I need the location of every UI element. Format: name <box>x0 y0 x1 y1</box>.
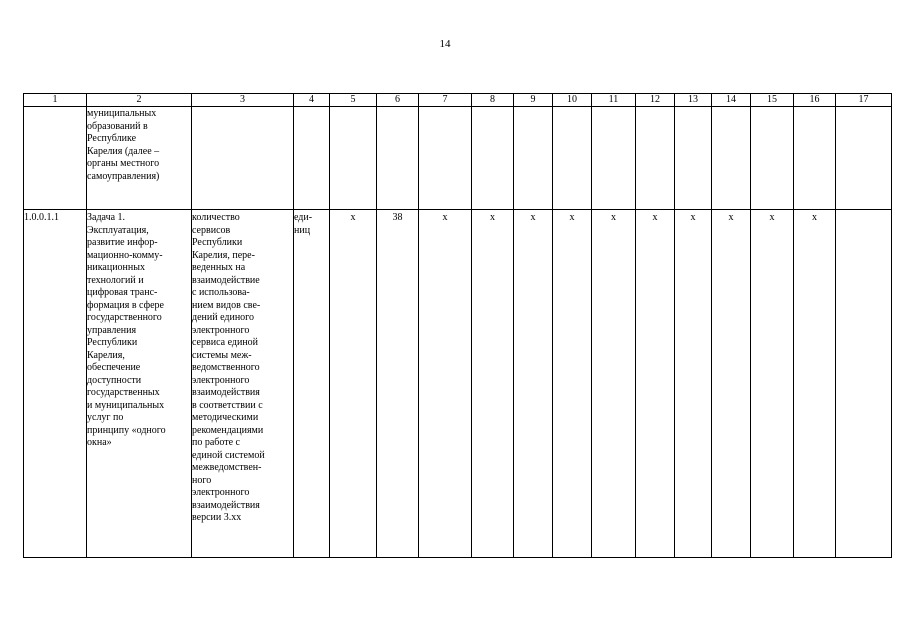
value-cell: х <box>751 210 794 558</box>
header-cell: 7 <box>419 94 472 107</box>
text-line: Республики <box>87 337 138 348</box>
text-line: рекомендациями <box>192 424 264 436</box>
value-cell: х <box>675 210 712 558</box>
value-cell: х <box>419 210 472 558</box>
empty-cell <box>192 107 294 210</box>
text-line: принципу «одного <box>87 424 166 436</box>
text-line: количество <box>192 212 240 223</box>
empty-cell <box>472 107 514 210</box>
header-cell: 1 <box>24 94 87 107</box>
table-row-task <box>24 210 892 558</box>
page-number: 14 <box>439 38 451 50</box>
text-line: электронного <box>192 374 250 386</box>
text-line: электронного <box>192 324 250 336</box>
text-line: Эксплуатация, <box>87 224 149 236</box>
text-line: цифровая транс- <box>87 287 158 298</box>
text-line: дений единого <box>192 312 255 323</box>
empty-cell <box>377 107 419 210</box>
text-line: по работе с <box>192 437 240 448</box>
header-cell: 15 <box>751 94 794 107</box>
header-cell: 14 <box>712 94 751 107</box>
text-line: взаимодействия <box>192 387 260 398</box>
code-cell: 1.0.0.1.1 <box>24 210 87 558</box>
value-cell: 38 <box>377 210 419 558</box>
header-cell: 10 <box>553 94 592 107</box>
empty-cell <box>330 107 377 210</box>
text-line: и муниципальных <box>87 399 165 411</box>
text-line: версии 3.хх <box>192 512 242 523</box>
empty-cell <box>675 107 712 210</box>
text-line: государственного <box>87 312 162 323</box>
text-line: Республике <box>87 133 137 144</box>
header-cell: 11 <box>592 94 636 107</box>
empty-cell <box>514 107 553 210</box>
text-line: ведомственного <box>192 362 260 373</box>
text-line: еди- <box>294 212 313 223</box>
text-line: веденных на <box>192 262 246 273</box>
text-line: в соответствии с <box>192 399 263 411</box>
text-line: нием видов све- <box>192 299 261 311</box>
text-line: формация в сфере <box>87 299 164 311</box>
text-line: взаимодействие <box>192 274 260 286</box>
text-line: ного <box>192 474 212 486</box>
text-line: государственных <box>87 387 160 398</box>
text-line: Карелия (далее – <box>87 145 160 157</box>
text-line: технологий и <box>87 274 144 286</box>
text-line: развитие инфор- <box>87 237 158 248</box>
empty-cell <box>836 107 892 210</box>
empty-cell <box>636 107 675 210</box>
value-cell: х <box>712 210 751 558</box>
empty-cell <box>419 107 472 210</box>
text-line: окна» <box>87 437 112 448</box>
table-row-continuation <box>24 107 892 210</box>
text-line: Задача 1. <box>87 212 126 223</box>
header-cell: 13 <box>675 94 712 107</box>
text-line: единой системой <box>192 449 265 461</box>
header-cell: 6 <box>377 94 419 107</box>
indicator-name-cell <box>192 210 294 558</box>
value-cell: х <box>472 210 514 558</box>
empty-cell <box>794 107 836 210</box>
text-line: Карелия, пере- <box>192 249 255 261</box>
text-line: обеспечение <box>87 362 141 373</box>
value-cell <box>836 210 892 558</box>
header-cell: 8 <box>472 94 514 107</box>
text-line: межведомствен- <box>192 462 262 473</box>
text-line: методическими <box>192 412 259 423</box>
empty-cell <box>553 107 592 210</box>
header-cell: 4 <box>294 94 330 107</box>
value-cell: х <box>330 210 377 558</box>
column-number-row <box>24 94 892 107</box>
text-line: самоуправления) <box>87 170 160 182</box>
empty-cell <box>751 107 794 210</box>
text-line: доступности <box>87 374 142 386</box>
empty-cell <box>294 107 330 210</box>
text-line: органы местного <box>87 158 160 169</box>
value-cell: х <box>636 210 675 558</box>
code-cell <box>24 107 87 210</box>
text-line: ниц <box>294 224 311 236</box>
header-cell: 3 <box>192 94 294 107</box>
text-line: никационных <box>87 262 145 273</box>
text-line: взаимодействия <box>192 499 260 511</box>
header-cell: 16 <box>794 94 836 107</box>
empty-cell <box>592 107 636 210</box>
header-cell: 2 <box>87 94 192 107</box>
value-cell: х <box>553 210 592 558</box>
text-line: Республики <box>192 237 243 248</box>
text-line: Карелия, <box>87 349 125 361</box>
task-name-cell <box>87 210 192 558</box>
text-line: сервиса единой <box>192 337 259 348</box>
value-cell: х <box>514 210 553 558</box>
header-cell: 5 <box>330 94 377 107</box>
value-cell: х <box>592 210 636 558</box>
indicators-table <box>23 93 892 558</box>
text-line: услуг по <box>87 412 124 423</box>
text-line: образований в <box>87 120 148 132</box>
header-cell: 17 <box>836 94 892 107</box>
text-line: муниципальных <box>87 108 157 119</box>
text-line: электронного <box>192 487 250 498</box>
name-cell <box>87 107 192 210</box>
text-line: с использова- <box>192 287 250 298</box>
unit-cell <box>294 210 330 558</box>
text-line: системы меж- <box>192 349 252 361</box>
value-cell: х <box>794 210 836 558</box>
header-cell: 9 <box>514 94 553 107</box>
text-line: сервисов <box>192 224 231 236</box>
empty-cell <box>712 107 751 210</box>
header-cell: 12 <box>636 94 675 107</box>
text-line: управления <box>87 324 137 336</box>
text-line: мационно-комму- <box>87 249 163 261</box>
